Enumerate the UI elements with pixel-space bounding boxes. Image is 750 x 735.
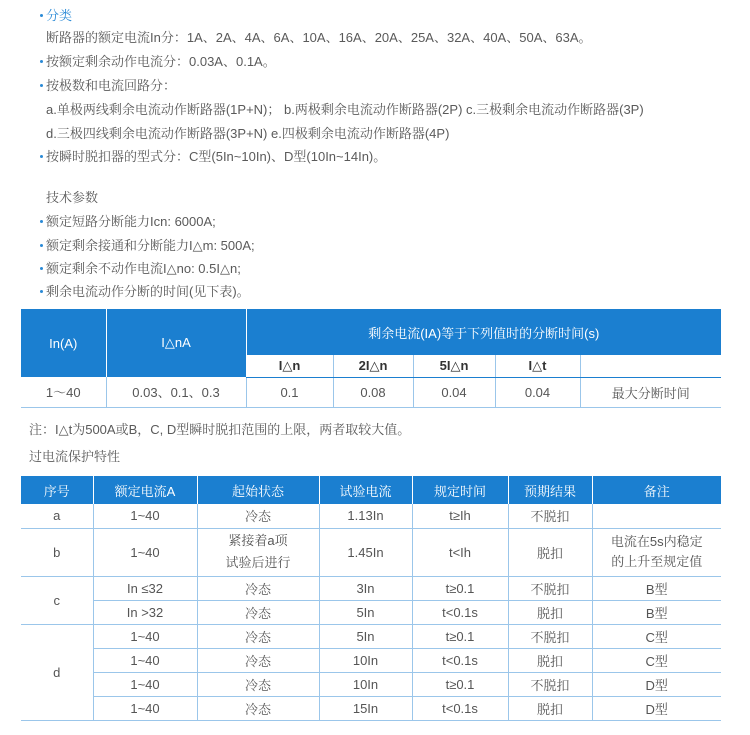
table-row (21, 600, 721, 624)
poles-line: 按极数和电流回路分： (46, 78, 177, 93)
hdr-rated: 额定电流A (93, 476, 197, 504)
overcurrent-title: 过电流保护特性 (29, 449, 121, 464)
cell-remark: D型 (592, 696, 721, 720)
table-row (21, 648, 721, 672)
cell-current: 15In (319, 696, 412, 720)
cell-no: d (21, 624, 93, 720)
col-group: 剩余电流(IA)等于下列值时的分断时间(s) (246, 309, 721, 355)
cell-current: 1.45In (319, 528, 412, 576)
table-row (21, 696, 721, 720)
table-row (21, 672, 721, 696)
cell-result: 脱扣 (508, 528, 592, 576)
cell-rated: 1~40 (93, 696, 197, 720)
cell-t1: 0.1 (246, 377, 333, 407)
cell-time: t≥0.1 (412, 576, 508, 600)
table-row (21, 576, 721, 600)
classification-title: 分类 (46, 8, 73, 23)
hdr-no: 序号 (21, 476, 93, 504)
cell-max: 最大分断时间 (580, 377, 721, 407)
cell-current: 10In (319, 648, 412, 672)
cell-time: t≥0.1 (412, 672, 508, 696)
sub-idt: I△t (495, 355, 580, 377)
cell-state: 冷态 (197, 672, 319, 696)
hdr-time: 规定时间 (412, 476, 508, 504)
cell-remark: B型 (592, 576, 721, 600)
cell-rated: In >32 (93, 600, 197, 624)
cell-no: b (21, 528, 93, 576)
overcurrent-table (21, 476, 721, 721)
sub-blank (580, 355, 721, 377)
cell-time: t<0.1s (412, 648, 508, 672)
cell-result: 不脱扣 (508, 672, 592, 696)
cell-state: 冷态 (197, 624, 319, 648)
rated-current-line: 断路器的额定电流In分：1A、2A、4A、6A、10A、16A、20A、25A、32A、40A、50A、63A。 (46, 30, 592, 45)
table-row (21, 624, 721, 648)
sub-idn: I△n (246, 355, 333, 377)
cell-state: 冷态 (197, 648, 319, 672)
poles-de-line: d.三极四线剩余电流动作断路器(3P+N) e.四极剩余电流动作断路器(4P) (46, 126, 450, 141)
cell-remark (592, 504, 721, 528)
col-in: In(A) (21, 309, 106, 377)
cell-no: a (21, 504, 93, 528)
cell-remark: B型 (592, 600, 721, 624)
cell-remark: C型 (592, 624, 721, 648)
cell-remark: 电流在5s内稳定 的上升至规定值 (592, 528, 721, 576)
trip-type-line: 按瞬时脱扣器的型式分：C型(5In~10In)、D型(10In~14In)。 (46, 149, 387, 164)
tech-line-icn: 额定短路分断能力Icn: 6000A; (46, 214, 216, 229)
cell-state: 冷态 (197, 600, 319, 624)
table-note: 注：I△t为500A或B，C, D型瞬时脱扣范围的上限，两者取较大值。 (29, 422, 411, 437)
cell-state: 紧接着a项 试验后进行 (197, 528, 319, 576)
cell-result: 脱扣 (508, 648, 592, 672)
residual-current-line: 按额定剩余动作电流分：0.03A、0.1A。 (46, 54, 276, 69)
cell-rated: 1~40 (93, 672, 197, 696)
col-idn: I△nA (106, 309, 246, 377)
table-row (21, 504, 721, 528)
cell-rated: 1~40 (93, 648, 197, 672)
hdr-current: 试验电流 (319, 476, 412, 504)
cell-result: 不脱扣 (508, 576, 592, 600)
cell-time: t≥Ih (412, 504, 508, 528)
cell-rated: In ≤32 (93, 576, 197, 600)
cell-result: 不脱扣 (508, 504, 592, 528)
cell-result: 脱扣 (508, 600, 592, 624)
cell-t2: 0.08 (333, 377, 413, 407)
cell-time: t≥0.1 (412, 624, 508, 648)
tech-line-ino: 额定剩余不动作电流I△no: 0.5I△n; (46, 261, 241, 276)
hdr-remark: 备注 (592, 476, 721, 504)
hdr-state: 起始状态 (197, 476, 319, 504)
table-row (21, 377, 721, 407)
cell-current: 10In (319, 672, 412, 696)
residual-time-table (21, 309, 721, 408)
cell-current: 5In (319, 624, 412, 648)
cell-idn: 0.03、0.1、0.3 (106, 377, 246, 407)
cell-result: 不脱扣 (508, 624, 592, 648)
cell-remark: D型 (592, 672, 721, 696)
cell-rated: 1~40 (93, 528, 197, 576)
cell-t5: 0.04 (413, 377, 495, 407)
hdr-result: 预期结果 (508, 476, 592, 504)
cell-time: t<0.1s (412, 600, 508, 624)
cell-state: 冷态 (197, 576, 319, 600)
cell-in: 1～40 (21, 377, 106, 407)
sub-5idn: 5I△n (413, 355, 495, 377)
cell-current: 5In (319, 600, 412, 624)
cell-tt: 0.04 (495, 377, 580, 407)
cell-current: 3In (319, 576, 412, 600)
tech-title: 技术参数 (46, 190, 99, 205)
cell-state: 冷态 (197, 504, 319, 528)
tech-line-im: 额定剩余接通和分断能力I△m: 500A; (46, 238, 255, 253)
cell-rated: 1~40 (93, 504, 197, 528)
cell-no: c (21, 576, 93, 624)
cell-time: t<0.1s (412, 696, 508, 720)
tech-line-time: 剩余电流动作分断的时间(见下表)。 (46, 284, 250, 299)
poles-ab-line: a.单极两线剩余电流动作断路器(1P+N)； b.两极剩余电流动作断路器(2P) c.三极剩余电流动作断路器(3P) (46, 102, 644, 117)
table-row (21, 528, 721, 576)
cell-time: t<Ih (412, 528, 508, 576)
cell-remark: C型 (592, 648, 721, 672)
cell-rated: 1~40 (93, 624, 197, 648)
cell-current: 1.13In (319, 504, 412, 528)
cell-result: 脱扣 (508, 696, 592, 720)
sub-2idn: 2I△n (333, 355, 413, 377)
cell-state: 冷态 (197, 696, 319, 720)
